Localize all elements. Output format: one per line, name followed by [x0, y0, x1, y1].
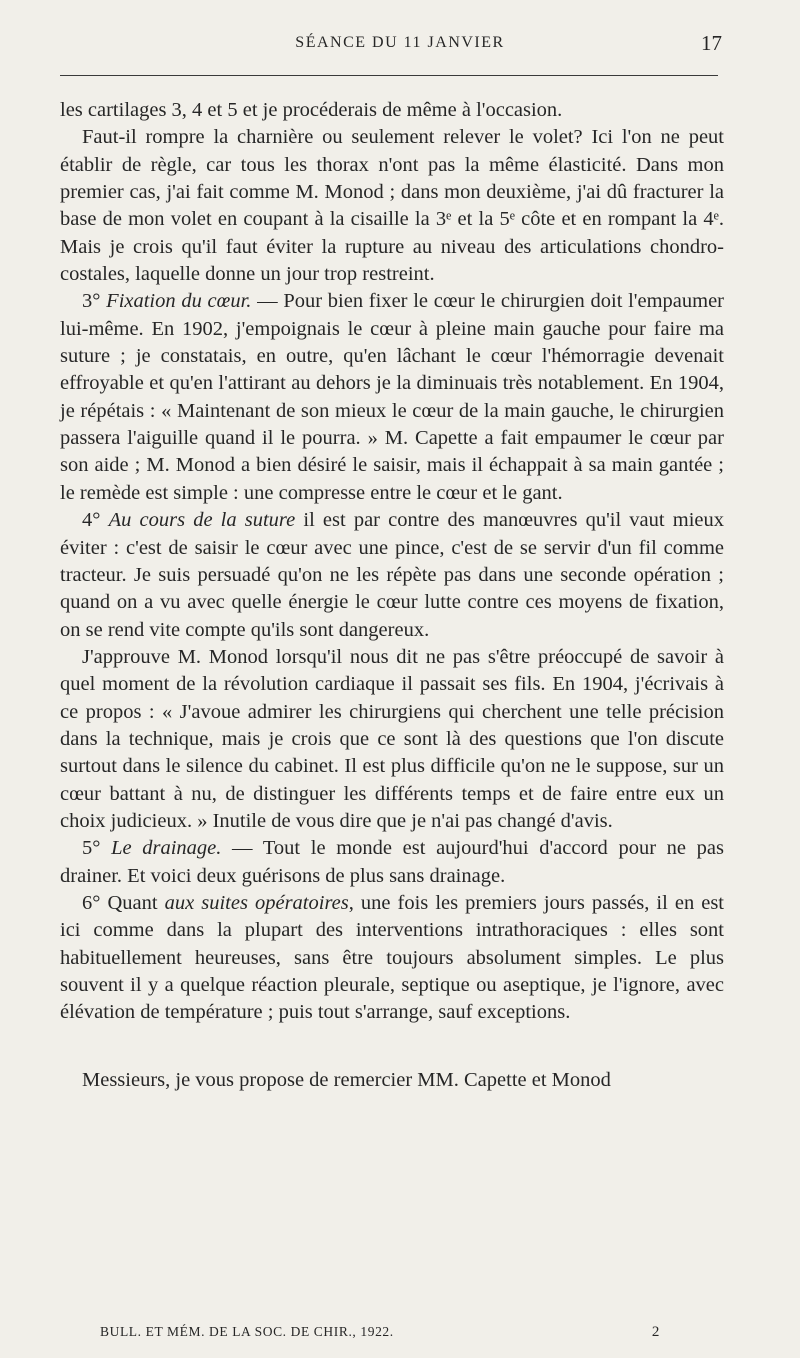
item-number-5: 5°	[82, 837, 101, 860]
running-title: SÉANCE DU 11 JANVIER	[295, 34, 505, 51]
item-number-3: 3°	[82, 290, 101, 313]
paragraph-2: Faut-il rompre la charnière ou seulement relever le volet? Ici l'on ne peut établir de règle, car tous les thorax n'ont pas la même élasticité. Dans mon premier cas, j'ai fait comme M. Monod ; dans mon deuxième, j'ai dû fracturer la base de mon volet en coupant à la cisaille la 3ᵉ et la 5ᵉ côte et en rompant la 4ᵉ. Mais je crois qu'il faut éviter la rupture au niveau des articulations chondro-costales, laquelle donne un jour trop restreint.	[60, 126, 724, 286]
footer-citation: BULL. ET MÉM. DE LA SOC. DE CHIR., 1922.	[100, 1324, 394, 1339]
item-text-4: il est par contre des manœuvres qu'il vaut mieux éviter : c'est de saisir le cœur avec une pince, c'est de se servir d'un fil comme tracteur. Je suis persuadé qu'on ne les répète pas dans une seconde opération ; quand on a vu avec quelle énergie le cœur lutte contre ces moyens de fixation, on se rend vite compte qu'ils sont dangereux.	[60, 509, 724, 641]
item-title-suites: aux suites opératoires	[164, 891, 349, 914]
paragraph-7	[60, 890, 724, 1027]
body-text	[60, 97, 724, 1094]
item-text-6: , une fois les premiers jours passés, il en est ici comme dans la plupart des interventions intrathoraciques : elles sont habituellement heureuses, sans être toujours absolument simples. Le plus souvent il y a quelque réaction pleurale, septique ou aseptique, je l'ignore, avec élévation de température ; puis tout s'arrange, sauf exceptions.	[60, 891, 725, 1024]
item-title-drainage: Le drainage.	[111, 837, 222, 860]
paragraph-1: les cartilages 3, 4 et 5 et je procéderais de même à l'occasion.	[60, 99, 563, 121]
signature-mark: 2	[651, 1324, 660, 1340]
item-title-suture: Au cours de la suture	[108, 509, 296, 532]
paragraph-5: J'approuve M. Monod lorsqu'il nous dit ne pas s'être préoccupé de savoir à quel moment de la révolution cardiaque il passait ses fils. En 1904, j'écrivais à ce propos : « J'avoue admirer les chirurgiens qui cherchent une telle précision dans la technique, mais je crois que ce sont là des questions que l'on discute surtout dans le silence du cabinet. Il est plus difficile qu'on ne le suppose, sur un cœur battant à nu, de distinguer les différents temps et de faire entre eux un choix judicieux. » Inutile de vous dire que je n'ai pas changé d'avis.	[60, 645, 724, 832]
paragraph-4	[60, 507, 724, 644]
paragraph-gap	[60, 1027, 724, 1067]
item-text-5: — Tout le monde est aujourd'hui d'accord pour ne pas drainer. Et voici deux guérisons de plus sans drainage.	[60, 837, 724, 887]
page-number: 17	[701, 31, 722, 55]
paragraph-8: Messieurs, je vous propose de remercier MM. Capette et Monod	[82, 1068, 611, 1091]
item-number-6: 6°	[82, 891, 101, 914]
item-number-4: 4°	[82, 509, 101, 532]
item-title-fixation: Fixation du cœur.	[106, 290, 252, 313]
item-lead-6: Quant	[100, 891, 165, 914]
header-rule	[60, 75, 718, 76]
paragraph-3	[60, 288, 724, 507]
item-text-3: — Pour bien fixer le cœur le chirurgien doit l'empaumer lui-même. En 1902, j'empoignais le cœur à pleine main gauche pour faire ma suture ; je constatais, en outre, qu'en lâchant le cœur l'hémorragie devenait effroyable et qu'en l'attirant au dehors je la diminuais très notablement. En 1904, je répétais : « Maintenant de son mieux le cœur de la main gauche, le chirurgien passera l'aiguille quand il le pourra. » M. Capette a fait empaumer le cœur par son aide ; M. Monod a bien désiré le saisir, mais il échappait à sa main gantée ; le remède est simple : une compresse entre le cœur et le gant.	[60, 290, 725, 504]
paragraph-6	[60, 835, 724, 890]
